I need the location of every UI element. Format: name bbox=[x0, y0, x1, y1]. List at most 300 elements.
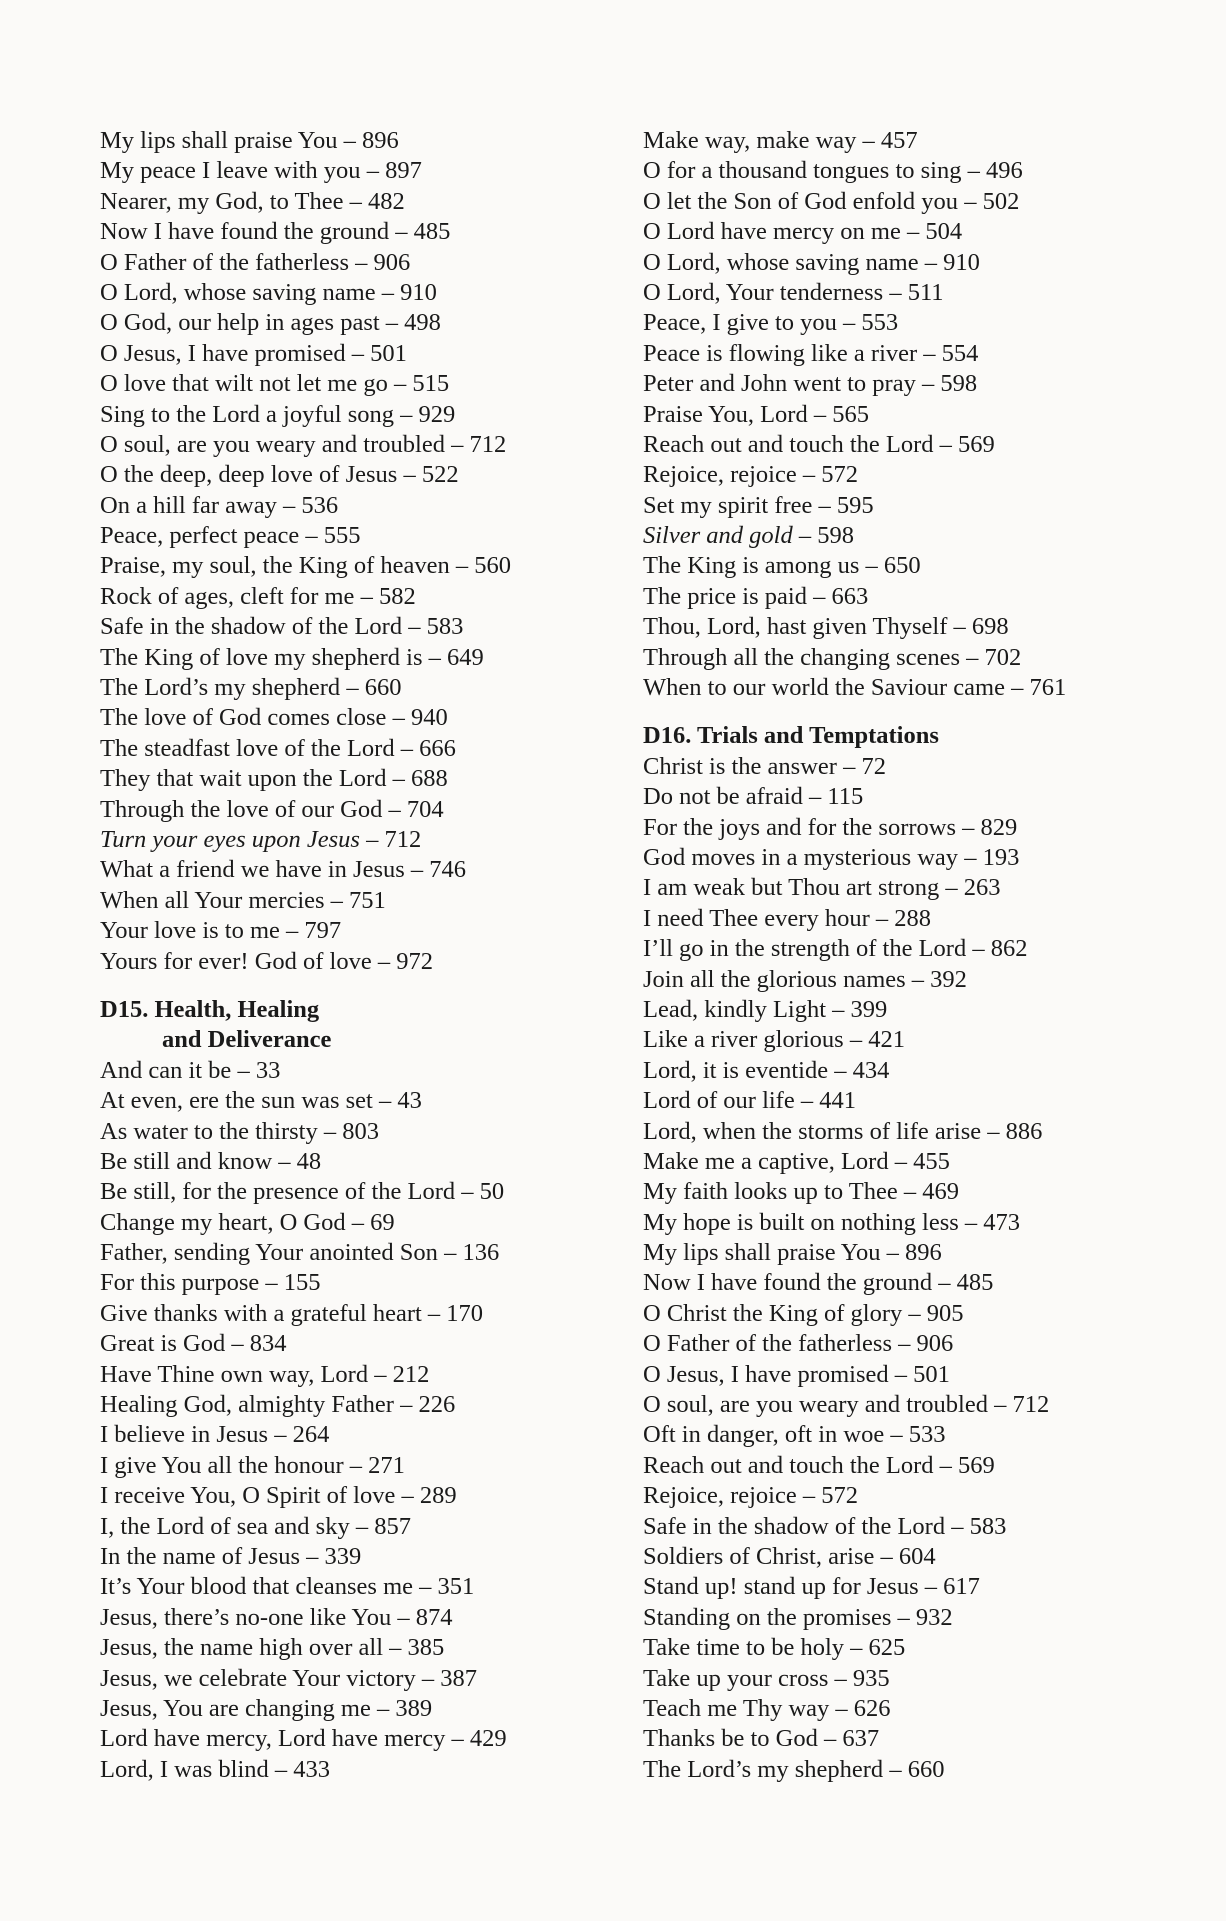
hymn-number: 469 bbox=[922, 1178, 959, 1206]
hymn-title: Oft in danger, oft in woe bbox=[643, 1421, 885, 1449]
separator-dash: – bbox=[960, 643, 985, 671]
section-heading-d15 bbox=[100, 995, 600, 1056]
hymn-entry bbox=[100, 1572, 600, 1602]
separator-dash: – bbox=[413, 1573, 438, 1601]
hymn-entry bbox=[100, 1238, 600, 1268]
hymn-entry bbox=[643, 278, 1183, 308]
hymn-entry bbox=[100, 1177, 600, 1207]
hymn-entry bbox=[100, 1603, 600, 1633]
hymn-entry bbox=[100, 1360, 600, 1390]
hymn-entry bbox=[100, 551, 600, 581]
separator-dash: – bbox=[917, 339, 942, 367]
hymn-entry bbox=[100, 1451, 600, 1481]
hymn-number: 50 bbox=[479, 1178, 505, 1206]
separator-dash: – bbox=[891, 1603, 916, 1631]
hymn-number: 560 bbox=[474, 552, 511, 580]
hymn-entry bbox=[100, 1512, 600, 1542]
section-heading-line2: and Deliverance bbox=[162, 1026, 332, 1054]
hymn-title: When to our world the Saviour came bbox=[643, 674, 1005, 702]
hymn-number: 555 bbox=[323, 522, 361, 550]
hymn-number: 339 bbox=[324, 1543, 362, 1570]
hymn-entry bbox=[643, 1268, 1183, 1298]
hymn-title: Standing on the promises bbox=[643, 1603, 892, 1631]
hymn-number: 761 bbox=[1029, 674, 1067, 702]
hymn-number: 604 bbox=[898, 1542, 936, 1570]
hymn-entry bbox=[643, 1694, 1183, 1724]
hymn-number: 533 bbox=[908, 1421, 946, 1449]
hymn-title: Sing to the Lord a joyful song bbox=[100, 400, 394, 428]
hymn-entry bbox=[643, 156, 1183, 186]
hymn-entry bbox=[100, 734, 600, 764]
hymn-title: Christ is the answer bbox=[643, 752, 837, 780]
hymn-title: Rejoice, rejoice bbox=[643, 1482, 797, 1510]
hymn-title: For the joys and for the sorrows bbox=[643, 813, 957, 841]
separator-dash: – bbox=[826, 995, 851, 1023]
hymn-entry bbox=[643, 612, 1183, 642]
hymn-title: The Lord’s my shepherd bbox=[643, 1755, 884, 1783]
separator-dash: – bbox=[828, 1056, 853, 1084]
hymn-entry bbox=[643, 1512, 1183, 1542]
hymn-number: 910 bbox=[400, 278, 437, 306]
separator-dash: – bbox=[836, 752, 862, 780]
separator-dash: – bbox=[404, 856, 430, 884]
hymn-number: 399 bbox=[850, 995, 888, 1023]
hymn-entry bbox=[100, 1724, 600, 1754]
hymn-title: It’s Your blood that cleanses me bbox=[100, 1573, 414, 1601]
hymn-number: 170 bbox=[446, 1299, 484, 1327]
hymn-number: 702 bbox=[984, 643, 1022, 671]
separator-dash: – bbox=[397, 461, 422, 489]
hymn-title: Lord, when the storms of life arise bbox=[643, 1117, 982, 1145]
hymn-entry bbox=[643, 582, 1183, 612]
hymn-number: 582 bbox=[378, 582, 416, 610]
hymn-entry bbox=[100, 1390, 600, 1420]
hymn-entry bbox=[643, 217, 1183, 247]
hymn-title: My hope is built on nothing less bbox=[643, 1208, 959, 1236]
hymn-number: 553 bbox=[861, 309, 899, 337]
separator-dash: – bbox=[370, 1694, 396, 1722]
hymn-number: 906 bbox=[916, 1330, 954, 1358]
separator-dash: – bbox=[345, 339, 371, 367]
hymn-title: Your love is to me bbox=[100, 917, 280, 945]
separator-dash: – bbox=[455, 1178, 480, 1206]
hymn-title: I give You all the honour bbox=[100, 1451, 344, 1479]
separator-dash: – bbox=[349, 1512, 375, 1540]
hymn-number: 536 bbox=[301, 491, 339, 519]
hymn-entry bbox=[100, 795, 600, 825]
hymn-entry bbox=[100, 430, 600, 460]
hymn-title: My lips shall praise You bbox=[643, 1239, 881, 1267]
hymn-title: Praise You, Lord bbox=[643, 400, 808, 428]
hymn-number: 263 bbox=[963, 874, 1001, 902]
hymn-entry bbox=[100, 1420, 600, 1450]
separator-dash: – bbox=[966, 935, 991, 963]
hymn-entry bbox=[100, 1633, 600, 1663]
hymn-entry bbox=[100, 1664, 600, 1694]
hymn-number: 565 bbox=[832, 400, 869, 428]
separator-dash: – bbox=[829, 1694, 854, 1722]
hymn-entry bbox=[100, 855, 600, 885]
separator-dash: – bbox=[343, 1451, 369, 1479]
hymn-title: Jesus, there’s no-one like You bbox=[100, 1603, 392, 1631]
hymn-entry bbox=[643, 643, 1183, 673]
hymn-number: 598 bbox=[940, 370, 978, 398]
hymn-entry bbox=[100, 886, 600, 916]
hymn-entry bbox=[643, 813, 1183, 843]
hymn-entry bbox=[100, 1268, 600, 1298]
separator-dash: – bbox=[386, 765, 411, 793]
hymn-number: 569 bbox=[958, 1451, 995, 1479]
hymn-entry bbox=[643, 1724, 1183, 1754]
hymn-entry bbox=[643, 1329, 1183, 1359]
separator-dash: – bbox=[947, 613, 972, 641]
hymn-number: 897 bbox=[385, 157, 422, 185]
hymn-number: 485 bbox=[413, 218, 451, 246]
separator-dash: – bbox=[817, 1725, 843, 1753]
hymn-title: Now I have found the ground bbox=[643, 1269, 933, 1297]
separator-dash: – bbox=[880, 1239, 906, 1267]
separator-dash: – bbox=[933, 1451, 959, 1479]
separator-dash: – bbox=[945, 1512, 970, 1540]
hymn-title: When all Your mercies bbox=[100, 886, 325, 914]
hymn-title: As water to the thirsty bbox=[100, 1117, 318, 1145]
hymn-entry bbox=[100, 612, 600, 642]
hymn-number: 688 bbox=[410, 765, 448, 793]
hymn-title: My faith looks up to Thee bbox=[643, 1178, 898, 1206]
separator-dash: – bbox=[1004, 674, 1030, 702]
section-d15 bbox=[100, 995, 600, 1785]
hymn-entry bbox=[100, 825, 600, 855]
hymn-entry bbox=[643, 843, 1183, 873]
separator-dash: – bbox=[961, 157, 986, 185]
hymn-title: What a friend we have in Jesus bbox=[100, 856, 405, 884]
hymn-title: Thou, Lord, hast given Thyself bbox=[643, 613, 948, 641]
hymn-entry bbox=[643, 934, 1183, 964]
hymn-title: O let the Son of God enfold you bbox=[643, 187, 959, 215]
hymn-title: Have Thine own way, Lord bbox=[100, 1360, 369, 1388]
hymn-number: 598 bbox=[817, 522, 854, 550]
hymn-title: Rejoice, rejoice bbox=[643, 461, 797, 489]
separator-dash: – bbox=[812, 491, 837, 519]
hymn-title: Reach out and touch the Lord bbox=[643, 1451, 934, 1479]
hymn-title: Safe in the shadow of the Lord bbox=[643, 1512, 946, 1540]
hymn-title: Peace, perfect peace bbox=[100, 522, 300, 550]
hymn-number: 193 bbox=[982, 844, 1020, 871]
hymn-entry bbox=[643, 521, 1183, 551]
hymn-title: O Jesus, I have promised bbox=[100, 339, 346, 367]
hymn-entry bbox=[100, 187, 600, 217]
hymn-title: O Christ the King of glory bbox=[643, 1299, 903, 1327]
separator-dash: – bbox=[918, 1573, 944, 1601]
hymn-title: The King of love my shepherd is bbox=[100, 643, 423, 671]
hymn-entry bbox=[100, 643, 600, 673]
separator-dash: – bbox=[932, 1269, 957, 1297]
hymn-entry bbox=[100, 1056, 600, 1086]
hymn-title: The steadfast love of the Lord bbox=[100, 734, 395, 762]
hymn-number: 433 bbox=[293, 1755, 330, 1783]
separator-dash: – bbox=[888, 1360, 914, 1388]
hymn-title: Through all the changing scenes bbox=[643, 643, 961, 671]
hymn-number: 583 bbox=[969, 1512, 1007, 1540]
hymn-title: Jesus, we celebrate Your victory bbox=[100, 1664, 416, 1692]
hymn-number: 511 bbox=[907, 278, 944, 306]
hymn-entry bbox=[100, 339, 600, 369]
hymn-entry bbox=[100, 369, 600, 399]
hymn-entry bbox=[643, 1086, 1183, 1116]
separator-dash: – bbox=[259, 1269, 284, 1297]
hymn-number: 473 bbox=[983, 1208, 1021, 1236]
separator-dash: – bbox=[337, 127, 363, 154]
hymn-title: Praise, my soul, the King of heaven bbox=[100, 552, 450, 580]
hymn-entry bbox=[643, 460, 1183, 490]
hymn-number: 666 bbox=[419, 734, 456, 762]
hymn-number: 660 bbox=[907, 1755, 945, 1783]
right-column bbox=[643, 126, 1183, 1785]
hymn-number: 712 bbox=[384, 825, 422, 853]
left-column bbox=[100, 126, 600, 1785]
separator-dash: – bbox=[902, 1299, 927, 1327]
hymn-entry bbox=[643, 369, 1183, 399]
hymn-title: O Lord, whose saving name bbox=[100, 278, 376, 306]
hymn-number: 136 bbox=[462, 1239, 500, 1267]
separator-dash: – bbox=[387, 370, 413, 398]
separator-dash: – bbox=[856, 127, 881, 154]
hymn-number: 264 bbox=[292, 1421, 330, 1449]
hymn-title: O the deep, deep love of Jesus bbox=[100, 461, 398, 489]
hymn-title: And can it be bbox=[100, 1056, 232, 1084]
hymn-number: 504 bbox=[925, 218, 963, 246]
hymn-number: 896 bbox=[905, 1239, 942, 1267]
hymn-title: Soldiers of Christ, arise bbox=[643, 1542, 875, 1570]
hymn-number: 385 bbox=[407, 1634, 445, 1662]
separator-dash: – bbox=[395, 1482, 420, 1510]
right-entries bbox=[643, 126, 1183, 703]
hymn-title: Like a river glorious bbox=[643, 1026, 844, 1054]
hymn-entry bbox=[100, 1147, 600, 1177]
hymn-title: My peace I leave with you bbox=[100, 157, 361, 185]
hymn-number: 940 bbox=[410, 704, 448, 732]
hymn-title: The Lord’s my shepherd bbox=[100, 674, 341, 702]
hymn-title: O soul, are you weary and troubled bbox=[100, 430, 445, 458]
hymn-title: They that wait upon the Lord bbox=[100, 765, 387, 793]
hymn-title: Through the love of our God bbox=[100, 795, 383, 823]
hymn-number: 834 bbox=[249, 1330, 287, 1358]
hymn-title: For this purpose bbox=[100, 1269, 260, 1297]
separator-dash: – bbox=[892, 1330, 917, 1358]
separator-dash: – bbox=[859, 552, 884, 580]
separator-dash: – bbox=[349, 248, 374, 276]
hymn-entry bbox=[643, 248, 1183, 278]
hymn-title: My lips shall praise You bbox=[100, 127, 338, 154]
hymn-title: The price is paid bbox=[643, 582, 807, 610]
hymn-number: 650 bbox=[883, 552, 921, 580]
separator-dash: – bbox=[918, 248, 944, 276]
hymn-title: Lord of our life bbox=[643, 1087, 795, 1115]
hymn-number: 498 bbox=[404, 309, 441, 337]
hymn-entry bbox=[643, 1420, 1183, 1450]
hymn-title: I, the Lord of sea and sky bbox=[100, 1512, 350, 1540]
hymn-title: Healing God, almighty Father bbox=[100, 1391, 394, 1419]
hymn-entry bbox=[643, 1208, 1183, 1238]
separator-dash: – bbox=[444, 430, 470, 458]
separator-dash: – bbox=[888, 1147, 914, 1175]
hymn-number: 441 bbox=[819, 1087, 856, 1115]
hymn-entry bbox=[643, 430, 1183, 460]
separator-dash: – bbox=[421, 1299, 447, 1327]
hymn-title: Peter and John went to pray bbox=[643, 370, 916, 398]
hymn-entry bbox=[100, 521, 600, 551]
hymn-entry bbox=[100, 400, 600, 430]
separator-dash: – bbox=[272, 1147, 297, 1175]
separator-dash: – bbox=[393, 1391, 419, 1419]
hymn-entry bbox=[643, 1451, 1183, 1481]
hymn-number: 48 bbox=[296, 1147, 322, 1175]
hymn-title: Father, sending Your anointed Son bbox=[100, 1239, 438, 1267]
hymn-entry bbox=[643, 400, 1183, 430]
hymn-number: 803 bbox=[342, 1117, 379, 1145]
separator-dash: – bbox=[828, 1664, 853, 1692]
separator-dash: – bbox=[268, 1755, 294, 1783]
separator-dash: – bbox=[393, 400, 419, 428]
hymn-entry bbox=[643, 1238, 1183, 1268]
hymn-number: 972 bbox=[396, 947, 433, 975]
hymn-title: Lord, it is eventide bbox=[643, 1056, 829, 1084]
hymn-number: 115 bbox=[827, 783, 864, 811]
separator-dash: – bbox=[987, 1391, 1013, 1419]
hymn-title: Turn your eyes upon Jesus bbox=[100, 825, 360, 853]
hymn-entry bbox=[100, 1755, 600, 1785]
hymn-entry bbox=[643, 126, 1183, 156]
hymn-number: 906 bbox=[373, 248, 411, 276]
hymn-number: 625 bbox=[868, 1634, 906, 1662]
hymn-title: I receive You, O Spirit of love bbox=[100, 1482, 396, 1510]
hymn-entry bbox=[100, 947, 600, 977]
hymn-number: 485 bbox=[956, 1269, 994, 1297]
hymn-entry bbox=[643, 1117, 1183, 1147]
separator-dash: – bbox=[372, 1087, 398, 1115]
hymn-number: 857 bbox=[374, 1512, 411, 1540]
separator-dash: – bbox=[796, 461, 822, 489]
hymn-entry bbox=[100, 1329, 600, 1359]
hymn-number: 155 bbox=[283, 1269, 321, 1297]
separator-dash: – bbox=[231, 1056, 256, 1084]
separator-dash: – bbox=[796, 1482, 822, 1510]
hymn-title: Lord have mercy, Lord have mercy bbox=[100, 1725, 446, 1753]
hymn-title: Yours for ever! God of love bbox=[100, 947, 372, 975]
hymn-entry bbox=[100, 1086, 600, 1116]
hymn-title: O Lord, whose saving name bbox=[643, 248, 919, 276]
hymn-number: 515 bbox=[412, 370, 450, 398]
hymn-number: 751 bbox=[349, 886, 386, 914]
separator-dash: – bbox=[981, 1117, 1006, 1145]
hymn-title: Rock of ages, cleft for me bbox=[100, 582, 355, 610]
hymn-title: O Father of the fatherless bbox=[100, 248, 349, 276]
hymn-entry bbox=[643, 1633, 1183, 1663]
hymn-title: O love that wilt not let me go bbox=[100, 370, 388, 398]
hymn-entry bbox=[643, 339, 1183, 369]
separator-dash: – bbox=[449, 552, 475, 580]
hymn-title: Teach me Thy way bbox=[643, 1694, 830, 1722]
separator-dash: – bbox=[382, 795, 407, 823]
separator-dash: – bbox=[869, 904, 895, 932]
hymn-number: 905 bbox=[926, 1299, 964, 1327]
separator-dash: – bbox=[915, 370, 941, 398]
hymn-title: Jesus, You are changing me bbox=[100, 1694, 371, 1722]
hymn-title: In the name of Jesus bbox=[100, 1543, 301, 1570]
hymn-number: 43 bbox=[397, 1087, 422, 1115]
hymn-title: I’ll go in the strength of the Lord bbox=[643, 935, 967, 963]
hymn-entry bbox=[643, 1390, 1183, 1420]
separator-dash: – bbox=[883, 278, 908, 306]
separator-dash: – bbox=[300, 1543, 325, 1570]
hymn-title: Thanks be to God bbox=[643, 1725, 818, 1753]
hymn-entry bbox=[100, 308, 600, 338]
hymn-title: O Lord have mercy on me bbox=[643, 218, 901, 246]
hymn-entry bbox=[100, 1299, 600, 1329]
separator-dash: – bbox=[371, 947, 397, 975]
hymn-number: 289 bbox=[419, 1482, 457, 1510]
hymn-number: 455 bbox=[913, 1147, 950, 1175]
hymn-number: 501 bbox=[913, 1360, 950, 1388]
hymn-entry bbox=[100, 278, 600, 308]
separator-dash: – bbox=[883, 1755, 908, 1783]
hymn-number: 637 bbox=[842, 1725, 880, 1753]
hymn-number: 501 bbox=[370, 339, 407, 367]
hymn-entry bbox=[100, 491, 600, 521]
separator-dash: – bbox=[806, 582, 832, 610]
hymn-entry bbox=[100, 248, 600, 278]
separator-dash: – bbox=[276, 491, 302, 519]
hymn-number: 583 bbox=[426, 613, 464, 641]
hymn-number: 649 bbox=[447, 643, 484, 671]
separator-dash: – bbox=[375, 278, 401, 306]
hymn-number: 874 bbox=[415, 1603, 453, 1631]
d16-entries bbox=[643, 752, 1183, 1785]
hymn-title: Change my heart, O God bbox=[100, 1208, 346, 1236]
separator-dash: – bbox=[958, 1208, 984, 1236]
separator-dash: – bbox=[354, 582, 379, 610]
hymn-entry bbox=[100, 1117, 600, 1147]
hymn-number: 33 bbox=[255, 1056, 281, 1084]
hymn-entry bbox=[100, 703, 600, 733]
hymn-number: 896 bbox=[362, 127, 399, 154]
hymn-entry bbox=[643, 1481, 1183, 1511]
hymn-title: I am weak but Thou art strong bbox=[643, 874, 940, 902]
hymn-title: Make me a captive, Lord bbox=[643, 1147, 889, 1175]
hymn-number: 862 bbox=[990, 935, 1028, 963]
separator-dash: – bbox=[802, 783, 828, 811]
hymn-number: 572 bbox=[821, 461, 858, 489]
separator-dash: – bbox=[792, 522, 818, 550]
hymn-title: Peace is flowing like a river bbox=[643, 339, 918, 367]
hymn-title: I believe in Jesus bbox=[100, 1421, 269, 1449]
hymn-number: 617 bbox=[943, 1573, 980, 1601]
hymn-entry bbox=[643, 1603, 1183, 1633]
hymn-number: 660 bbox=[364, 674, 402, 702]
hymn-number: 72 bbox=[861, 752, 886, 780]
hymn-title: Set my spirit free bbox=[643, 491, 813, 519]
hymn-title: Lead, kindly Light bbox=[643, 995, 827, 1023]
left-entries bbox=[100, 126, 600, 977]
hymn-title: Make way, make way bbox=[643, 127, 857, 154]
hymn-entry bbox=[100, 1542, 600, 1572]
separator-dash: – bbox=[368, 1360, 393, 1388]
separator-dash: – bbox=[844, 1634, 869, 1662]
hymn-title: Lord, I was blind bbox=[100, 1755, 269, 1783]
hymn-title: Join all the glorious names bbox=[643, 965, 906, 993]
hymn-entry bbox=[643, 1542, 1183, 1572]
separator-dash: – bbox=[324, 886, 350, 914]
